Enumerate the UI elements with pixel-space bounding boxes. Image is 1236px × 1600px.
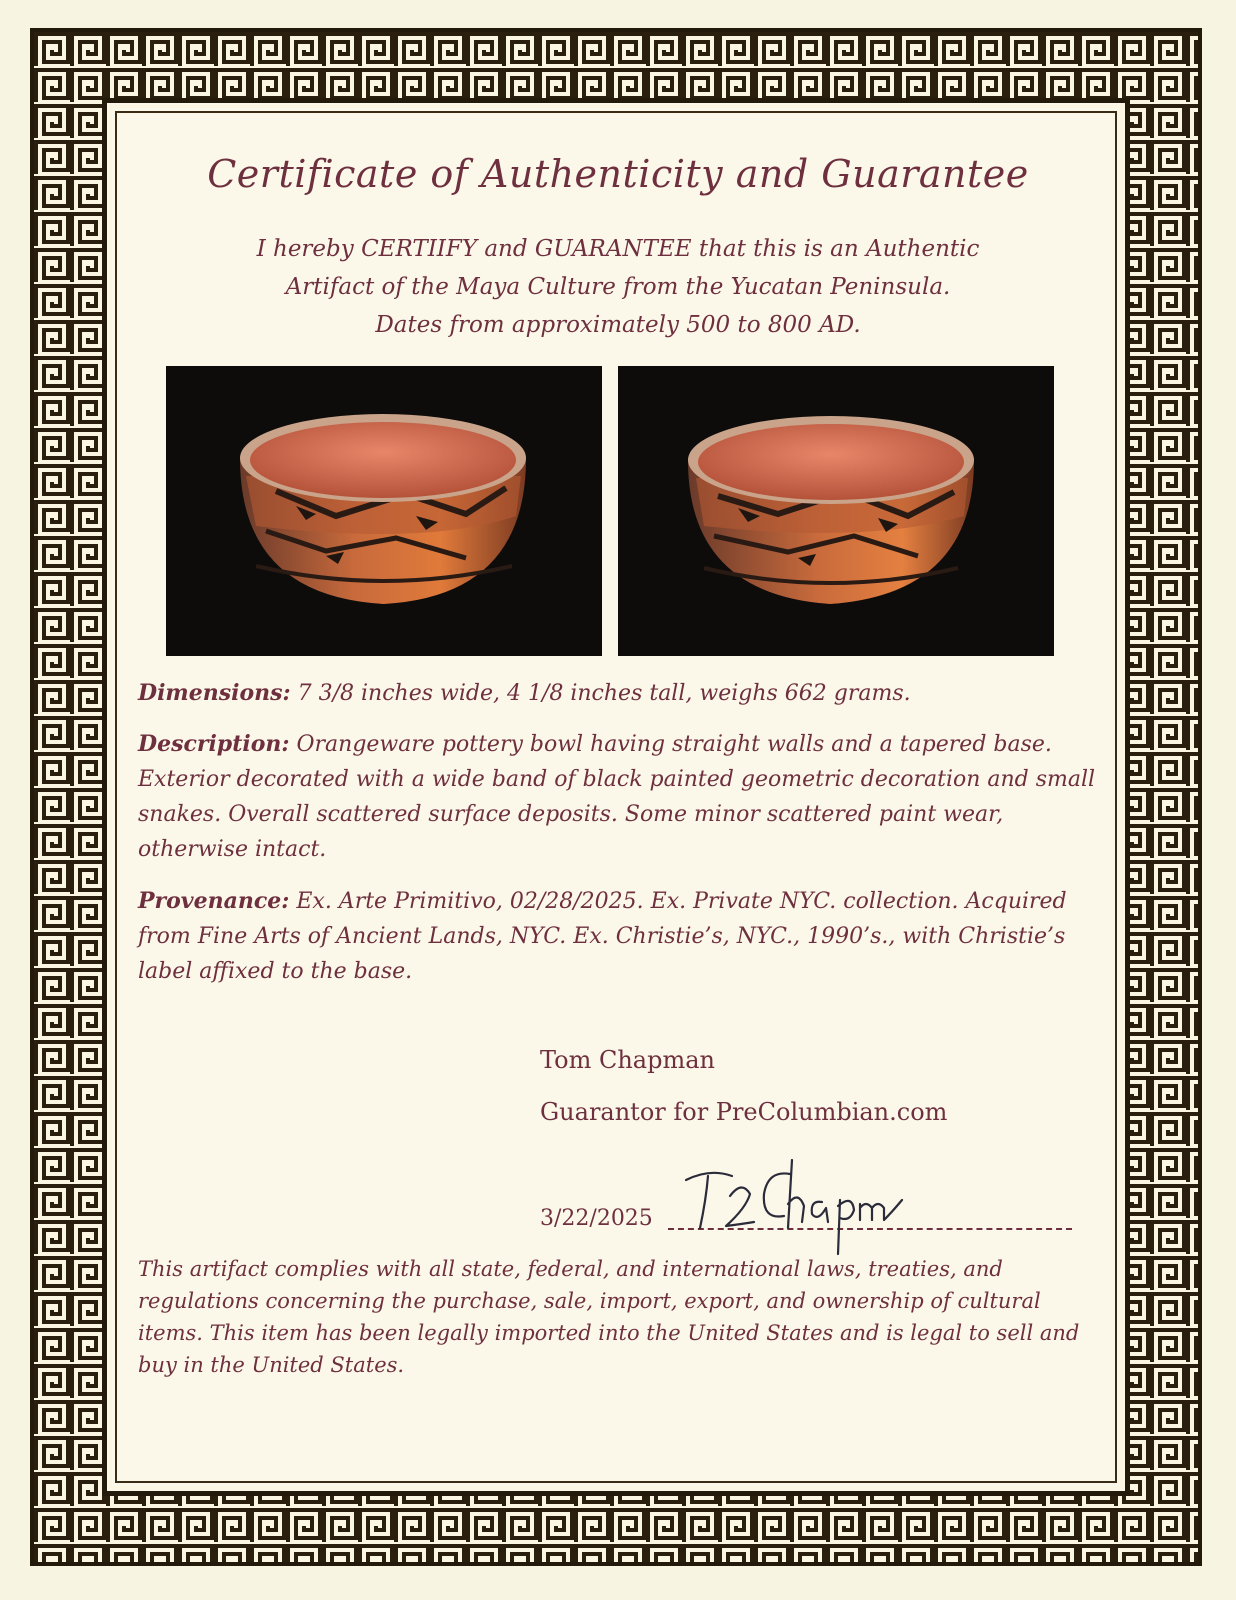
guarantor-role: Guarantor for PreColumbian.com — [540, 1098, 948, 1126]
signature-date: 3/22/2025 — [540, 1206, 653, 1231]
guarantor-name: Tom Chapman — [540, 1046, 715, 1074]
provenance-paragraph — [138, 884, 1098, 989]
certify-line-3: Dates from approximately 500 to 800 AD. — [375, 312, 861, 338]
description-paragraph — [138, 727, 1098, 867]
certify-line-1: I hereby CERTIIFY and GUARANTEE that this is an Authentic — [256, 236, 980, 262]
certify-line-2: Artifact of the Maya Culture from the Yucatan Peninsula. — [285, 274, 951, 300]
handwritten-signature — [680, 1150, 910, 1264]
dimensions-label: Dimensions: — [138, 680, 291, 706]
certificate-title: Certificate of Authenticity and Guarantee — [207, 152, 1029, 196]
provenance-text: Ex. Arte Primitivo, 02/28/2025. Ex. Private NYC. collection. Acquired from Fine Arts of Ancient Lands, NYC. Ex. Christie’s, NYC., 1990’s., with Christie’s label affixed to the base. — [138, 889, 1067, 984]
dimensions-text: 7 3/8 inches wide, 4 1/8 inches tall, weighs 662 grams. — [290, 681, 911, 706]
bowl-photo-right — [618, 366, 1054, 656]
provenance-label: Provenance: — [138, 888, 290, 914]
description-text: Orangeware pottery bowl having straight walls and a tapered base. Exterior decorated with a wide band of black painted geometric decoration and small snakes. Overall scattered surface deposits. Some minor scattered paint wear, otherwise intact. — [138, 732, 1096, 862]
certification-statement — [140, 230, 1096, 344]
dimensions-paragraph — [138, 676, 1098, 711]
compliance-statement: This artifact complies with all state, federal, and international laws, treaties, and regulations concerning the purchase, sale, import, export, and ownership of cultural items. This item has been legally imported into the United States and is legal to sell and buy in the United States. — [138, 1257, 1080, 1377]
description-label: Description: — [138, 731, 290, 757]
bowl-photo-left — [166, 366, 602, 656]
